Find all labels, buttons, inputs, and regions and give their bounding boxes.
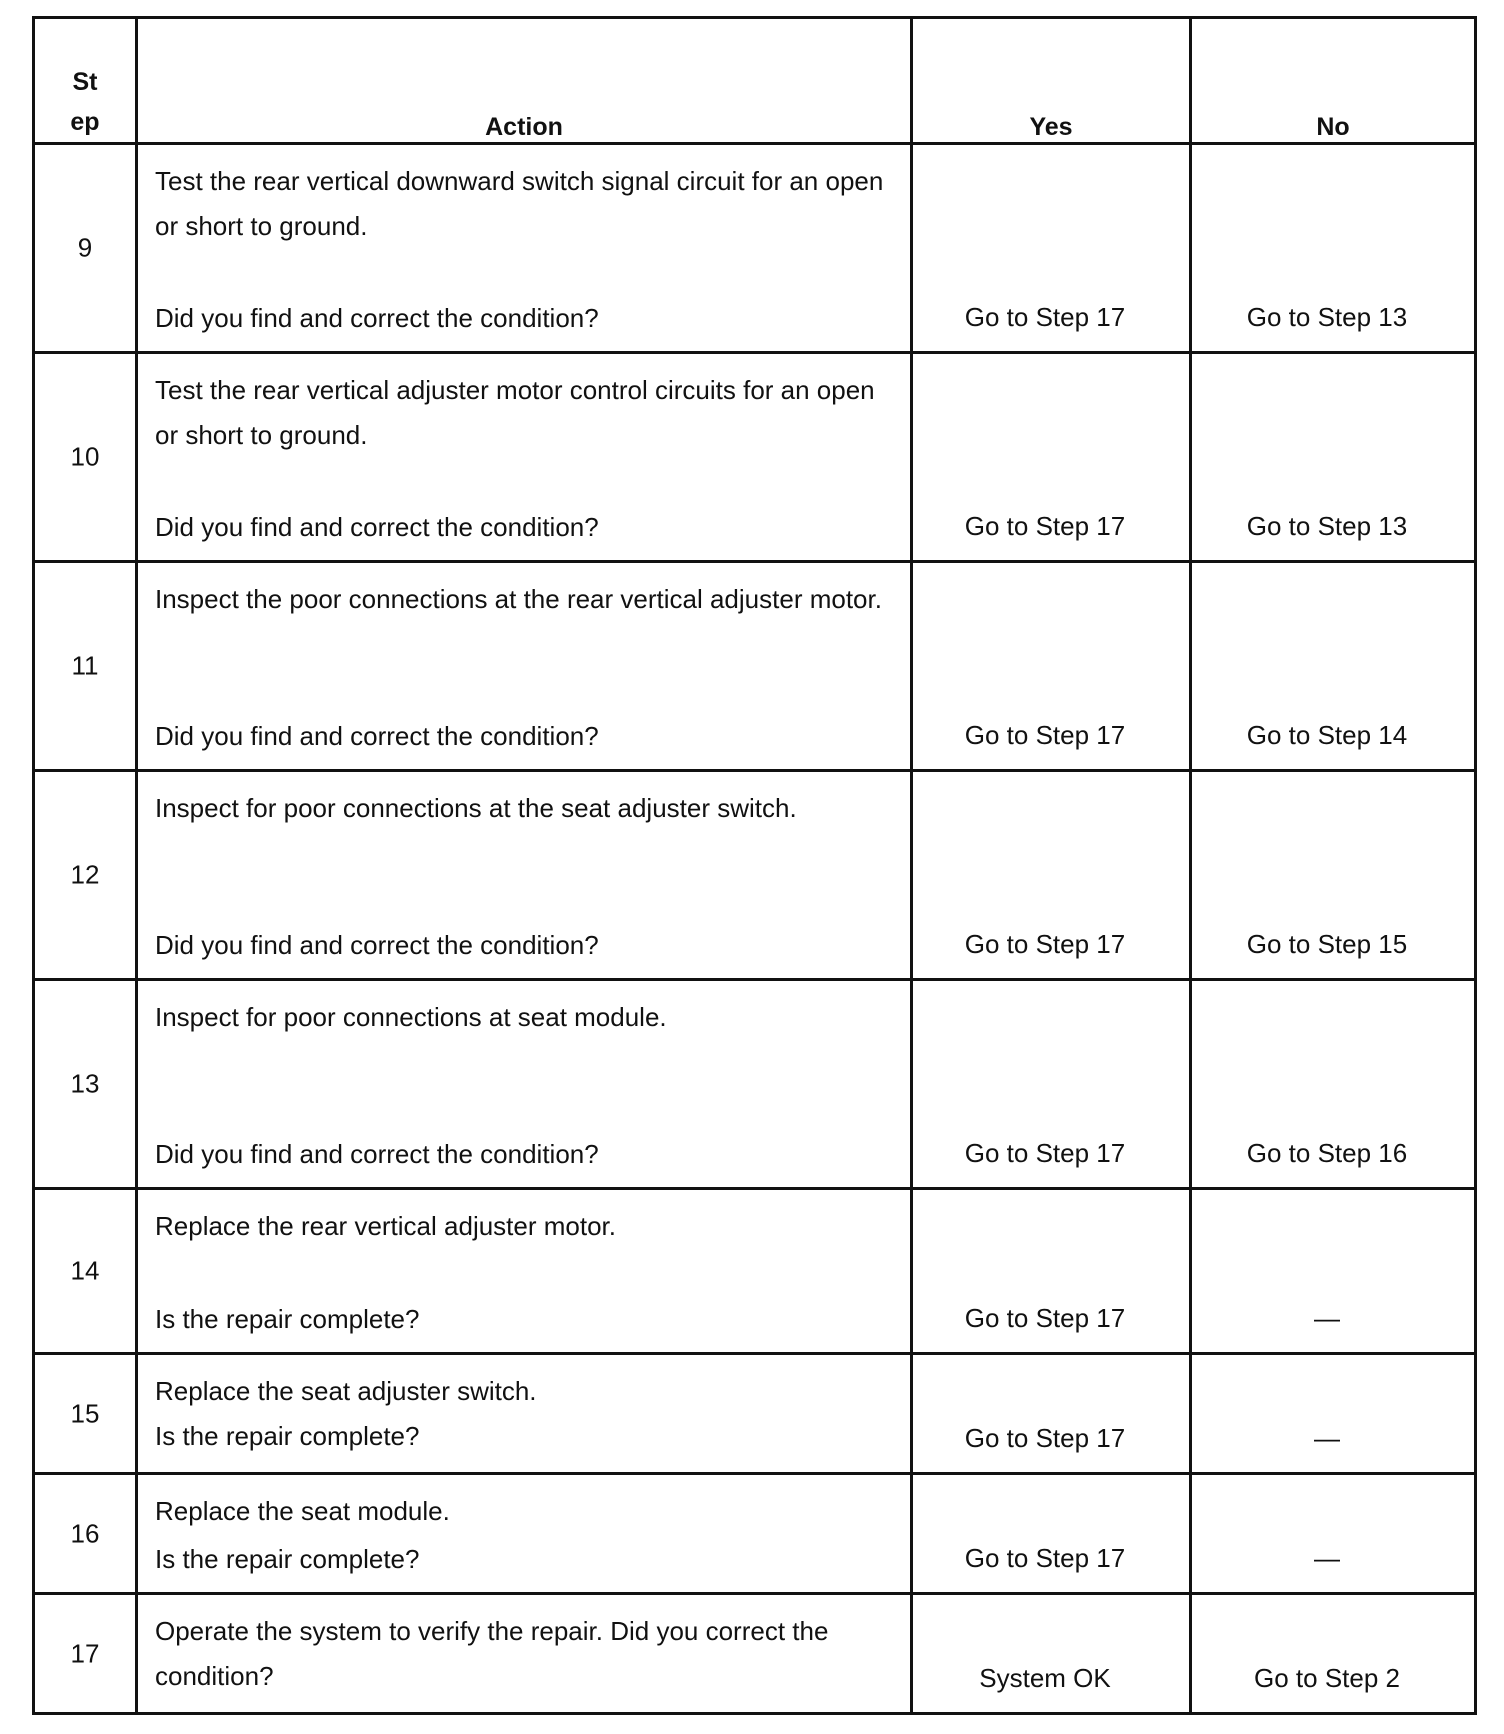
no-cell: Go to Step 13 [1191,144,1476,353]
no-cell: — [1191,1354,1476,1474]
no-cell: — [1191,1474,1476,1594]
action-question: Is the repair complete? [155,1304,420,1334]
action-cell [137,980,912,1189]
no-cell: Go to Step 16 [1191,980,1476,1189]
action-question: Did you find and correct the condition? [155,303,599,333]
action-question: Is the repair complete? [155,1421,420,1451]
yes-cell: Go to Step 17 [912,1474,1191,1594]
table-row [34,1474,1476,1594]
step-cell: 16 [34,1474,137,1594]
action-text: Inspect for poor connections at seat module. [155,1002,667,1032]
action-question: Did you find and correct the condition? [155,930,599,960]
action-question: Did you find and correct the condition? [155,512,599,542]
yes-cell: Go to Step 17 [912,980,1191,1189]
yes-cell: Go to Step 17 [912,562,1191,771]
action-cell [137,562,912,771]
no-cell: — [1191,1189,1476,1354]
yes-cell: Go to Step 17 [912,353,1191,562]
step-cell: 13 [34,980,137,1189]
yes-cell: Go to Step 17 [912,144,1191,353]
action-question: Did you find and correct the condition? [155,1139,599,1169]
table-row [34,980,1476,1189]
action-text: Inspect for poor connections at the seat adjuster switch. [155,793,797,823]
action-cell [137,353,912,562]
action-text: Test the rear vertical downward switch signal circuit for an open or short to ground. [155,166,884,241]
header-action: Action [137,18,912,144]
action-cell [137,1594,912,1714]
yes-cell: System OK [912,1594,1191,1714]
table-row [34,353,1476,562]
step-cell: 10 [34,353,137,562]
header-yes: Yes [912,18,1191,144]
table-row [34,1189,1476,1354]
action-text: Replace the seat module. [155,1496,450,1526]
action-question: Did you find and correct the condition? [155,721,599,751]
action-cell [137,771,912,980]
table-header-row [34,18,1476,144]
no-cell: Go to Step 13 [1191,353,1476,562]
no-cell: Go to Step 14 [1191,562,1476,771]
step-cell: 12 [34,771,137,980]
table-row [34,1354,1476,1474]
no-cell: Go to Step 15 [1191,771,1476,980]
yes-cell: Go to Step 17 [912,771,1191,980]
action-cell [137,1354,912,1474]
yes-cell: Go to Step 17 [912,1354,1191,1474]
action-question: Is the repair complete? [155,1544,420,1574]
table-row [34,1594,1476,1714]
action-text: Inspect the poor connections at the rear vertical adjuster motor. [155,584,882,614]
no-cell: Go to Step 2 [1191,1594,1476,1714]
step-cell: 11 [34,562,137,771]
action-text: Operate the system to verify the repair. Did you correct the condition? [155,1616,829,1691]
table-row [34,771,1476,980]
table-row [34,144,1476,353]
diagnostic-table-document [32,16,1474,1713]
step-cell: 15 [34,1354,137,1474]
action-text: Replace the rear vertical adjuster motor. [155,1211,616,1241]
header-step: St ep [34,18,137,144]
header-no: No [1191,18,1476,144]
step-cell: 14 [34,1189,137,1354]
diagnostic-steps-table [32,16,1477,1715]
action-cell [137,144,912,353]
action-cell [137,1189,912,1354]
step-cell: 9 [34,144,137,353]
step-cell: 17 [34,1594,137,1714]
action-cell [137,1474,912,1594]
action-text: Test the rear vertical adjuster motor control circuits for an open or short to ground. [155,375,875,450]
action-text: Replace the seat adjuster switch. [155,1376,537,1406]
table-row [34,562,1476,771]
yes-cell: Go to Step 17 [912,1189,1191,1354]
